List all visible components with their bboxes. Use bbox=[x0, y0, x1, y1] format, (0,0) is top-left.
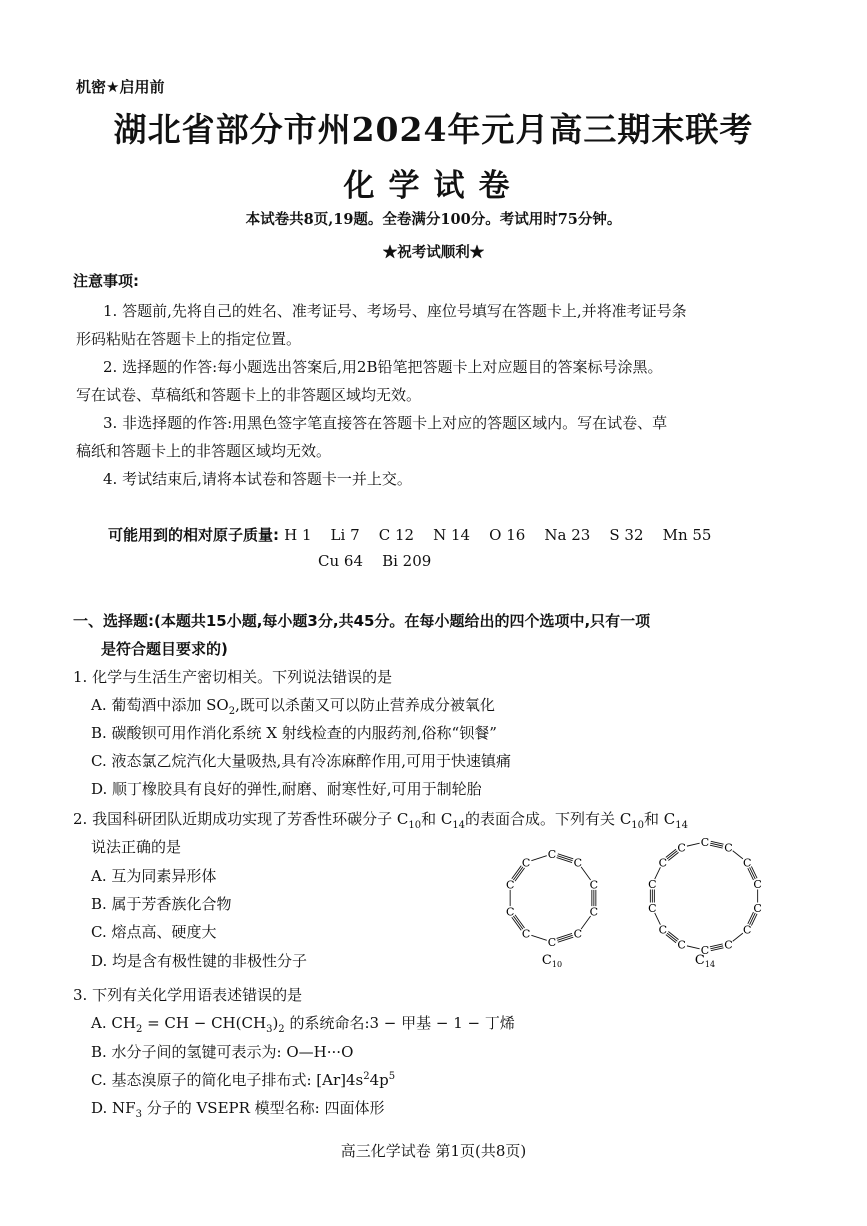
secret-mark: 机密★启用前 bbox=[76, 78, 165, 96]
c14-bond bbox=[687, 946, 700, 949]
note-2a: 2. 选择题的作答:每小题选出答案后,用2B铅笔把答题卡上对应题目的答案标号涂黑。 bbox=[103, 358, 663, 376]
c14-bond bbox=[733, 933, 743, 941]
q3-stem: 3. 下列有关化学用语表述错误的是 bbox=[73, 986, 303, 1004]
q2-option-c: C. 熔点高、硬度大 bbox=[91, 923, 217, 941]
c10-atom: C bbox=[547, 848, 557, 861]
q2-option-b: B. 属于芳香族化合物 bbox=[91, 895, 232, 913]
c10-label: $C_{10}$ bbox=[541, 953, 563, 969]
c14-bond bbox=[733, 851, 743, 859]
c10-atom: C bbox=[573, 856, 583, 870]
q1-option-a: A. 葡萄酒中添加 $SO_2$,既可以杀菌又可以防止营养成分被氧化 bbox=[91, 696, 495, 717]
c10-atom: C bbox=[521, 927, 531, 941]
c10-bond bbox=[531, 856, 546, 861]
c14-atom: C bbox=[658, 856, 667, 870]
atomic-masses-line1 bbox=[108, 524, 711, 545]
q2-option-d: D. 均是含有极性键的非极性分子 bbox=[91, 952, 308, 970]
q3-option-c: C. 基态溴原子的简化电子排布式: $[Ar]4s^24p^5$ bbox=[91, 1071, 396, 1089]
exam-subtitle: 化学试卷 bbox=[343, 168, 524, 204]
c14-atom: C bbox=[700, 836, 710, 849]
q2-stem: 2. 我国科研团队近期成功实现了芳香性环碳分子 $C_{10}$和 $C_{14}$的表面合成。下列有关 $C_{10}$和 $C_{14}$ bbox=[73, 810, 689, 831]
q3-option-a: A. $CH_2$ = CH − $CH(CH_3)_2$ 的系统命名:3 − 甲基 − 1 − 丁烯 bbox=[91, 1014, 515, 1035]
c14-atom: C bbox=[743, 923, 752, 937]
c10-bond bbox=[515, 915, 525, 928]
notes-heading: 注意事项: bbox=[73, 272, 139, 290]
exam-title: 湖北省部分市州2024年元月高三期末联考 bbox=[113, 110, 754, 149]
note-1a: 1. 答题前,先将自己的姓名、准考证号、考场号、座位号填写在答题卡上,并将准考证号条 bbox=[103, 302, 687, 320]
c10-atom: C bbox=[573, 927, 583, 941]
c14-atom: C bbox=[724, 938, 733, 952]
c14-label: $C_{14}$ bbox=[694, 953, 716, 969]
q1-stem: 1. 化学与生活生产密切相关。下列说法错误的是 bbox=[73, 668, 393, 686]
c14-atom: C bbox=[700, 944, 710, 957]
q2-stem-b: 说法正确的是 bbox=[91, 838, 182, 856]
q3-option-b: B. 水分子间的氢键可表示为: O—H···O bbox=[91, 1043, 354, 1061]
q3-option-d: D. $NF_3$ 分子的 VSEPR 模型名称: 四面体形 bbox=[91, 1099, 385, 1120]
c14-atom: C bbox=[753, 877, 762, 891]
c10-atom: C bbox=[589, 905, 599, 919]
note-3b: 稿纸和答题卡上的非答题区域均无效。 bbox=[76, 442, 332, 460]
c14-atom: C bbox=[724, 841, 733, 855]
c14-atom: C bbox=[648, 877, 657, 891]
c14-atom: C bbox=[743, 856, 752, 870]
q1-option-d: D. 顺丁橡胶具有良好的弹性,耐磨、耐寒性好,可用于制轮胎 bbox=[91, 780, 482, 798]
exam-info: 本试卷共8页,19题。全卷满分100分。考试用时75分钟。 bbox=[245, 211, 622, 228]
atomic-masses-values-2: Cu 64 Bi 209 bbox=[318, 552, 432, 570]
c10-atom: C bbox=[505, 905, 515, 919]
c10-atom: C bbox=[521, 856, 531, 870]
c10-bond bbox=[515, 868, 525, 881]
c14-atom: C bbox=[677, 841, 686, 855]
c14-bond bbox=[687, 843, 700, 846]
page-footer: 高三化学试卷 第1页(共8页) bbox=[340, 1142, 527, 1160]
atomic-masses-values-1: H 1 Li 7 C 12 N 14 O 16 Na 23 S 32 Mn 55 bbox=[284, 526, 712, 544]
c10-atom: C bbox=[505, 878, 515, 892]
note-2b: 写在试卷、草稿纸和答题卡上的非答题区域均无效。 bbox=[76, 386, 422, 404]
note-1b: 形码粘贴在答题卡上的指定位置。 bbox=[76, 330, 302, 348]
note-3a: 3. 非选择题的作答:用黑色签字笔直接答在答题卡上对应的答题区域内。写在试卷、草 bbox=[103, 414, 668, 432]
c10-bond bbox=[531, 935, 546, 940]
c14-atom: C bbox=[648, 902, 657, 916]
c10-atom: C bbox=[547, 936, 557, 949]
c14-atom: C bbox=[677, 938, 686, 952]
note-4: 4. 考试结束后,请将本试卷和答题卡一并上交。 bbox=[103, 470, 412, 488]
atomic-masses-label: 可能用到的相对原子质量: bbox=[108, 526, 279, 544]
q1-option-b: B. 碳酸钡可用作消化系统 X 射线检查的内服药剂,俗称“钡餐” bbox=[91, 724, 497, 742]
q1-option-c: C. 液态氯乙烷汽化大量吸热,具有冷冻麻醉作用,可用于快速镇痛 bbox=[91, 752, 512, 770]
q2-option-a: A. 互为同素异形体 bbox=[91, 867, 217, 885]
section1-heading-b: 是符合题目要求的) bbox=[101, 640, 228, 658]
cyclocarbon-figure bbox=[490, 836, 780, 976]
c10-ring bbox=[506, 848, 598, 949]
c10-bond bbox=[512, 917, 522, 930]
c10-bond bbox=[512, 866, 522, 879]
c14-ring bbox=[648, 836, 762, 957]
c14-atom: C bbox=[753, 902, 762, 916]
c14-atom: C bbox=[658, 923, 667, 937]
blessing: ★祝考试顺利★ bbox=[382, 244, 485, 261]
c10-atom: C bbox=[589, 878, 599, 892]
section1-heading-a: 一、选择题:(本题共15小题,每小题3分,共45分。在每小题给出的四个选项中,只有一项 bbox=[73, 612, 651, 630]
